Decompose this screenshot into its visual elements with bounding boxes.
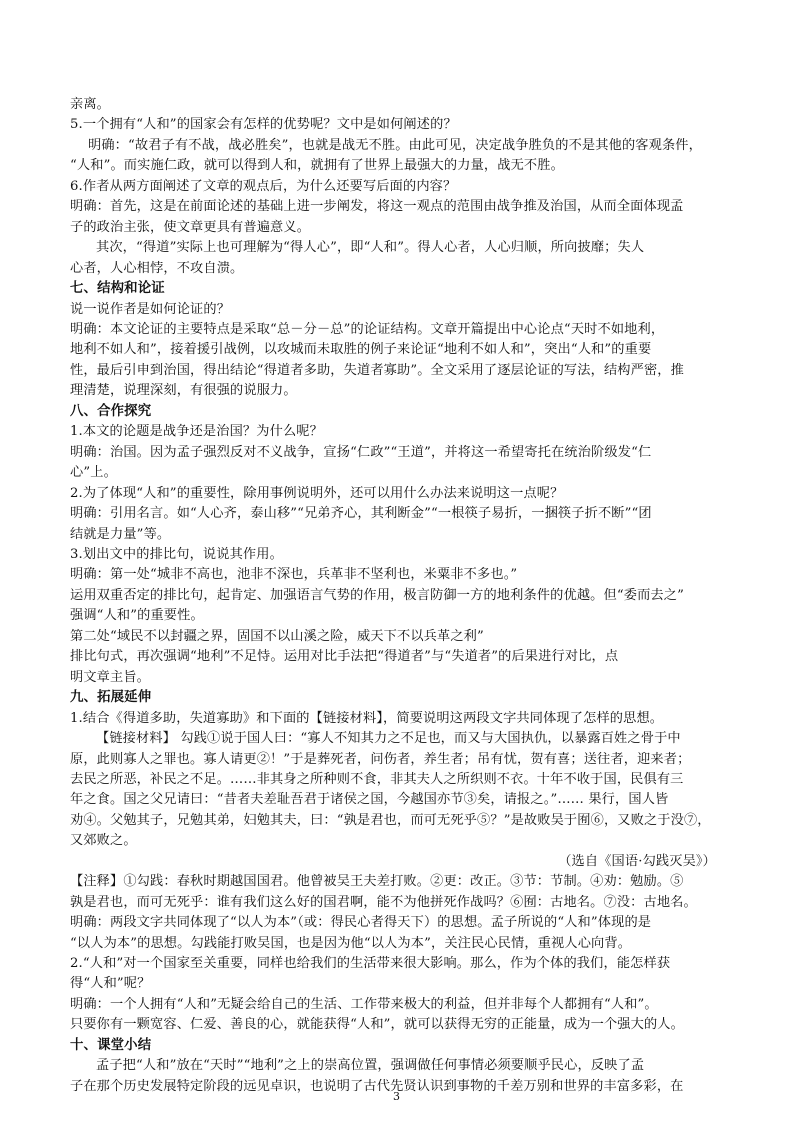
answer-line: 明确：第一处“城非不高也，池非不深也，兵革非不坚利也，米粟非不多也。” [70, 567, 518, 583]
answer-line: 明确：引用名言。如“人心齐，泰山移”“兄弟齐心，其利断金”“一根筷子易折，一捆筷子折不断”“团 [70, 506, 652, 522]
question-line: 2.“人和”对一个国家至关重要，同样也给我们的生活带来很大影响。那么，作为个体的我们，能怎样获 [70, 956, 671, 972]
question-line: 6.作者从两方面阐述了文章的观点后，为什么还要写后面的内容？ [70, 178, 457, 194]
question-line: 5.一个拥有“人和”的国家会有怎样的优势呢？文中是如何阐述的？ [70, 117, 457, 133]
answer-line: 心”上。 [70, 465, 117, 481]
answer-line: 第二处“域民不以封疆之界，固国不以山溪之险，威天下不以兵革之利” [70, 628, 484, 644]
linked-material-line: 年之食。国之父兄请曰：“昔者夫差耻吾君于诸侯之国，今越国亦节③矣，请报之。”…… 果行，国人皆 [70, 792, 669, 808]
answer-line: 强调“人和”的重要性。 [70, 608, 204, 624]
answer-line: “人和”。而实施仁政，就可以得到人和，就拥有了世界上最强大的力量，战无不胜。 [70, 158, 564, 174]
document-page [70, 95, 726, 1097]
section-heading: 八、合作探究 [70, 403, 152, 419]
answer-line: “以人为本”的思想。勾践能打败吴国，也是因为他“以人为本”，关注民心民情，重视人心向背。 [70, 935, 632, 951]
summary-line: 子在那个历史发展特定阶段的远见卓识，也说明了古代先贤认识到事物的千差万别和世界的丰富多彩，在 [70, 1078, 684, 1094]
section-heading: 九、拓展延伸 [70, 690, 152, 706]
answer-line: 结就是力量”等。 [70, 526, 171, 542]
answer-line: 明文章主旨。 [70, 669, 151, 685]
question-line: 得“人和”呢？ [70, 976, 151, 992]
question-line: 1.本文的论题是战争还是治国？为什么呢？ [70, 424, 323, 440]
source-citation: （选自《国语·勾践灭吴》） [558, 853, 716, 869]
answer-line: 理清楚，说理深刻，有很强的说服力。 [70, 383, 297, 399]
page-number: 3 [393, 1090, 400, 1103]
linked-material-line: 去民之所恶，补民之不足。……非其身之所种则不食，非其夫人之所织则不衣。十年不收于国，民俱有三 [70, 771, 684, 787]
answer-line: 明确：本文论证的主要特点是采取“总－分－总”的论证结构。文章开篇提出中心论点“天时不如地利， [70, 321, 665, 337]
linked-material-line: 劝④。父勉其子，兄勉其弟，妇勉其夫，曰：“孰是君也，而可无死乎⑤？”是故败吴于囿⑥，又败之于没⑦， [70, 812, 711, 828]
notes-line: 【注释】①勾践：春秋时期越国国君。他曾被吴王夫差打败。②更：改正。③节：节制。④劝：勉励。⑤ [70, 874, 684, 890]
section-heading: 七、结构和论证 [70, 281, 165, 297]
answer-line: 运用双重否定的排比句，起肯定、加强语言气势的作用，极言防御一方的地利条件的优越。但“委而去之” [70, 587, 684, 603]
answer-line: 只要你有一颗宽容、仁爱、善良的心，就能获得“人和”，就可以获得无穷的正能量，成为一个强大的人。 [70, 1017, 684, 1033]
answer-line: 心者，人心相悖，不攻自溃。 [70, 260, 244, 276]
text-line: 亲离。 [70, 97, 111, 112]
linked-material-line: 又郊败之。 [70, 833, 137, 849]
notes-line: 孰是君也，而可无死乎：谁有我们这么好的国君啊，能不为他拼死作战吗？⑥囿：古地名。⑦没：古地名。 [70, 894, 697, 910]
answer-line: 地利不如人和”，接着援引战例，以攻城而未取胜的例子来论证“地利不如人和”，突出“人和”的重要 [70, 342, 652, 358]
summary-line: 孟子把“人和”放在“天时”“地利”之上的崇高位置，强调做任何事情必须要顺乎民心，反映了孟 [96, 1058, 645, 1074]
answer-line: 明确：一个人拥有“人和”无疑会给自己的生活、工作带来极大的利益，但并非每个人都拥有“人和”。 [70, 996, 658, 1012]
answer-line: 明确：“故君子有不战，战必胜矣”，也就是战无不胜。由此可见，决定战争胜负的不是其他的客观条件， [88, 137, 702, 153]
question-line: 说一说作者是如何论证的？ [70, 301, 231, 317]
question-line: 2.为了体现“人和”的重要性，除用事例说明外，还可以用什么办法来说明这一点呢？ [70, 485, 564, 501]
question-line: 3.划出文中的排比句，说说其作用。 [70, 546, 283, 562]
answer-line: 排比句式，再次强调“地利”不足恃。运用对比手法把“得道者”与“失道者”的后果进行对比，点 [70, 649, 619, 665]
answer-line: 明确：首先，这是在前面论述的基础上进一步阐发，将这一观点的范围由战争推及治国，从而全面体现孟 [70, 199, 684, 215]
answer-line: 明确：治国。因为孟子强烈反对不义战争，宣扬“仁政”“王道”，并将这一希望寄托在统治阶级发“仁 [70, 444, 652, 460]
section-heading: 十、课堂小结 [70, 1037, 152, 1053]
question-line: 1.结合《得道多助，失道寡助》和下面的【链接材料】，简要说明这两段文字共同体现了怎样的思想。 [70, 710, 664, 726]
answer-line: 子的政治主张，使文章更具有普遍意义。 [70, 219, 311, 235]
answer-line: 明确：两段文字共同体现了“以人为本”（或：得民心者得天下）的思想。孟子所说的“人和”体现的是 [70, 915, 652, 931]
linked-material-line: 【链接材料】 勾践①说于国人曰：“寡人不知其力之不足也，而又与大国执仇，以暴露百姓之骨于中 [96, 731, 681, 747]
linked-material-line: 原，此则寡人之罪也。寡人请更②！”于是葬死者，问伤者，养生者；吊有忧，贺有喜；送往者，迎来者； [70, 751, 691, 767]
answer-line: 其次，“得道”实际上也可理解为“得人心”，即“人和”。得人心者，人心归顺，所向披靡；失人 [96, 240, 645, 256]
answer-line: 性，最后引申到治国，得出结论“得道者多助，失道者寡助”。全文采用了逐层论证的写法，结构严密，推 [70, 362, 684, 378]
